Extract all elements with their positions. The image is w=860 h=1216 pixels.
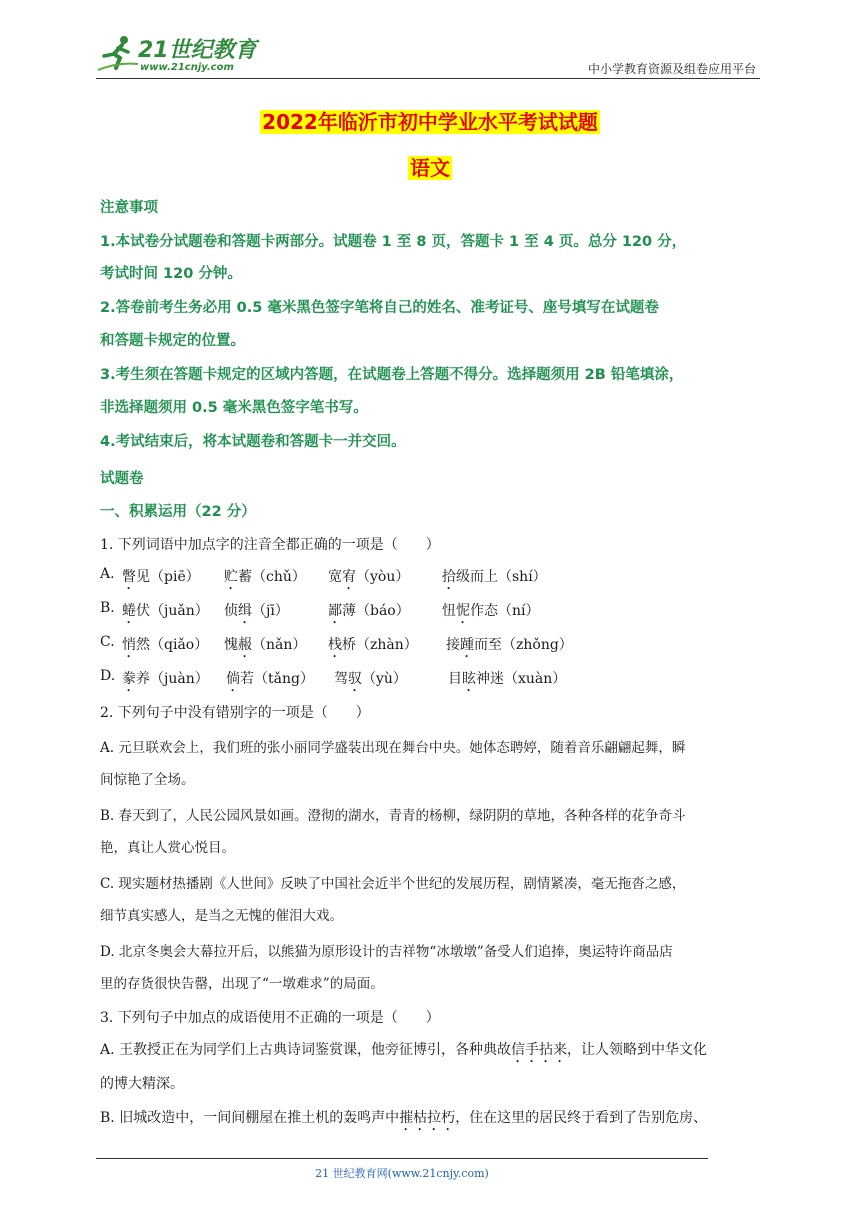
option-term-2: 倘若（tǎng） — [226, 671, 314, 687]
runner-logo-icon — [96, 34, 140, 74]
footer-divider — [96, 1158, 708, 1159]
site-logo — [96, 30, 266, 78]
notice-item-3-line-2: 非选择题须用 0.5 毫米黑色签字笔书写。 — [100, 400, 368, 416]
notice-heading: 注意事项 — [100, 200, 158, 216]
option-term-4: 忸怩作态（ní） — [442, 603, 540, 619]
question-3 — [100, 1007, 764, 1127]
option-c-line-1: C. 现实题材热播剧《人世间》反映了中国社会近半个世纪的发展历程，剧情紧凑，毫无拖沓之感， — [100, 876, 686, 892]
notice-item-3-line-1: 3.考生须在答题卡规定的区域内答题，在试题卷上答题不得分。选择题须用 2B 铅笔填涂， — [100, 367, 684, 383]
option-term-3: 栈桥（zhàn） — [328, 637, 418, 653]
notice-item-1-line-2: 考试时间 120 分钟。 — [100, 266, 242, 282]
option-term-3: 鄙薄（báo） — [328, 603, 410, 619]
option-label: B. — [100, 600, 115, 616]
option-row-b — [100, 600, 764, 624]
option-term-2: 愧赧（nǎn） — [224, 637, 307, 653]
option-row-c — [100, 634, 764, 658]
option-term-1: 悄然（qiǎo） — [122, 637, 209, 653]
option-a-line-1: A. 元旦联欢会上，我们班的张小丽同学盛装出现在舞台中央。她体态聘婷，随着音乐翩翩起舞，瞬 — [100, 740, 686, 756]
option-term-2: 侦缉（jī） — [224, 603, 289, 619]
option-term-4: 拾级而上（shí） — [442, 569, 547, 585]
option-term-4: 目眩神迷（xuàn） — [448, 671, 567, 687]
option-b-line-1: B. 春天到了，人民公园风景如画。澄彻的湖水，青青的杨柳，绿阴阴的草地，各种各样的花争奇斗 — [100, 808, 686, 824]
logo-url: www.21cnjy.com — [140, 62, 234, 73]
header-divider — [96, 78, 760, 79]
option-b-line-2: 艳，真让人赏心悦目。 — [100, 840, 235, 856]
option-label: D. — [100, 668, 116, 684]
option-term-3: 驾驭（yù） — [334, 671, 407, 687]
option-a-line-2: 间惊艳了全场。 — [100, 772, 195, 788]
exam-subject: 语文 — [410, 156, 450, 180]
exam-title: 2022年临沂市初中学业水平考试试题 — [262, 110, 598, 134]
notice-item-4: 4.考试结束后，将本试题卷和答题卡一并交回。 — [100, 434, 406, 450]
section-1-heading: 一、积累运用（22 分） — [100, 504, 256, 520]
notice-section — [100, 196, 764, 466]
notice-item-2-line-2: 和答题卡规定的位置。 — [100, 333, 245, 349]
logo-text: 21世纪教育 — [138, 38, 257, 63]
option-term-1: 瞥见（piē） — [122, 569, 200, 585]
page-footer[interactable]: 21 世纪教育网(www.21cnjy.com) — [315, 1167, 489, 1180]
option-label: A. — [100, 566, 115, 582]
question-2 — [100, 702, 764, 992]
subject-block — [0, 152, 860, 181]
title-block — [0, 106, 860, 135]
option-b-line-1: B. 旧城改造中，一间间棚屋在推土机的轰鸣声中摧枯拉朽，住在这里的居民终于看到了告别危房、 — [100, 1110, 708, 1126]
question-stem: 3. 下列句子中加点的成语使用不正确的一项是（ ） — [100, 1010, 440, 1026]
option-term-4: 接踵而至（zhǒng） — [446, 637, 573, 653]
paper-header — [100, 467, 764, 527]
option-c-line-2: 细节真实感人，是当之无愧的催泪大戏。 — [100, 908, 343, 924]
page-header — [96, 30, 760, 80]
option-a-line-1: A. 王教授正在为同学们上古典诗词鉴赏课，他旁征博引，各种典故信手拈来，让人领略到中华文化 — [100, 1042, 708, 1058]
dotted-idiom: 摧枯拉朽 — [399, 1110, 456, 1126]
option-a-line-2: 的博大精深。 — [100, 1076, 184, 1092]
platform-tagline: 中小学教育资源及组卷应用平台 — [587, 62, 756, 76]
notice-item-2-line-1: 2.答卷前考生务必用 0.5 毫米黑色签字笔将自己的姓名、准考证号、座号填写在试题卷 — [100, 300, 659, 316]
dotted-idiom: 信手拈来 — [511, 1042, 568, 1058]
option-label: C. — [100, 634, 115, 650]
option-d-line-1: D. 北京冬奥会大幕拉开后，以熊猫为原形设计的吉祥物“冰墩墩”备受人们追捧，奥运特许商品店 — [100, 944, 673, 960]
paper-label: 试题卷 — [100, 471, 144, 487]
option-term-1: 豢养（juàn） — [122, 671, 209, 687]
question-stem: 2. 下列句子中没有错别字的一项是（ ） — [100, 705, 370, 721]
option-term-1: 蜷伏（juǎn） — [122, 603, 209, 619]
option-row-d — [100, 668, 764, 692]
option-row-a — [100, 566, 764, 590]
option-term-3: 宽宥（yòu） — [328, 569, 410, 585]
question-stem: 1. 下列词语中加点字的注音全都正确的一项是（ ） — [100, 537, 440, 553]
notice-item-1-line-1: 1.本试卷分试题卷和答题卡两部分。试题卷 1 至 8 页，答题卡 1 至 4 页。总分 120 分， — [100, 234, 687, 250]
option-d-line-2: 里的存货很快告罄，出现了“一墩难求”的局面。 — [100, 976, 384, 992]
question-1 — [100, 534, 764, 694]
option-term-2: 贮蓄（chǔ） — [224, 569, 306, 585]
